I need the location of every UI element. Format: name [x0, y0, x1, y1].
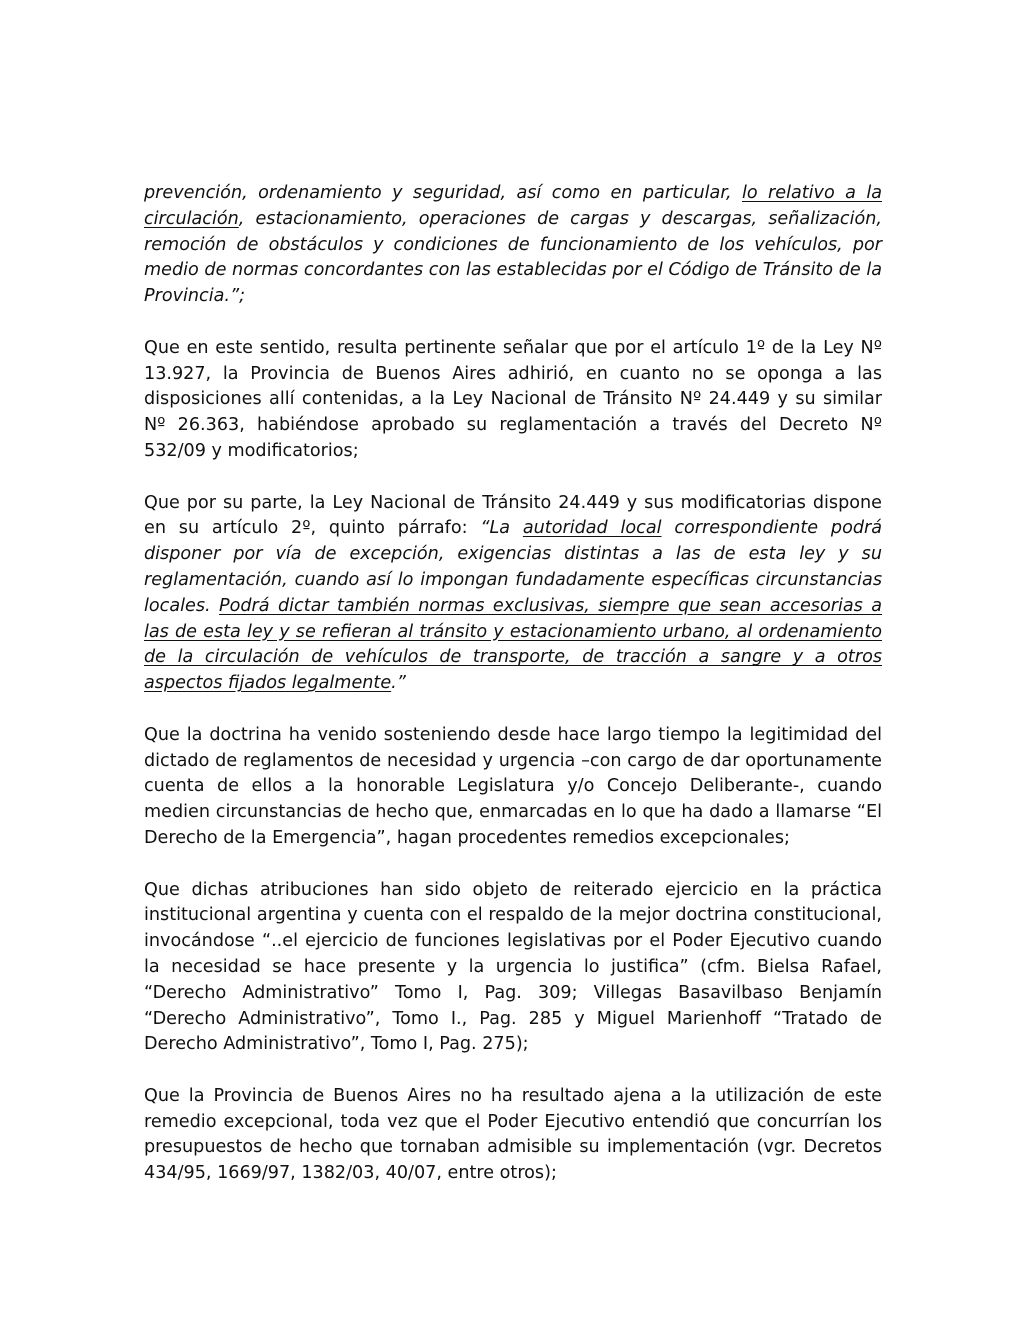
document-body — [144, 181, 882, 1187]
paragraph — [144, 491, 882, 697]
underlined-text: Podrá dictar también normas exclusivas, siempre que sean accesorias a las de esta ley y se refieran al tránsito y estacionamiento urbano, al ordenamiento de la circulación de vehículos de transporte, de tracción a sangre y a otros aspectos fijados legalmente — [144, 595, 882, 694]
quoted-text: , estacionamiento, operaciones de cargas y descargas, señalización, remoción de obstáculos y condiciones de funcionamiento de los vehículos, por medio de normas concordantes con las establecidas por el Código de Tránsito de la Provincia.”; — [144, 208, 882, 307]
quoted-text: .” — [391, 673, 406, 694]
text-segment: Que la Provincia de Buenos Aires no ha resultado ajena a la utilización de este remedio excepcional, toda vez que el Poder Ejecutivo entendió que concurrían los presupuestos de hecho que tornaban admisible su implementación (vgr. Decretos 434/95, 1669/97, 1382/03, 40/07, entre otros); — [144, 1085, 882, 1184]
paragraph — [144, 1084, 882, 1187]
paragraph — [144, 878, 882, 1059]
text-segment: Que en este sentido, resulta pertinente señalar que por el artículo 1º de la Ley Nº 13.927, la Provincia de Buenos Aires adhirió, en cuanto no se oponga a las disposiciones allí contenidas, a la Ley Nacional de Tránsito Nº 24.449 y su similar Nº 26.363, habiéndose aprobado su reglamentación a través del Decreto Nº 532/09 y modificatorios; — [144, 337, 882, 461]
quoted-text: “La — [480, 518, 523, 539]
quoted-text: prevención, ordenamiento y seguridad, así como en particular, — [144, 183, 742, 203]
paragraph — [144, 723, 882, 852]
paragraph — [144, 336, 882, 465]
text-segment: Que por su parte, la Ley Nacional de Tránsito 24.449 y sus modificatorias dispone en su artículo 2º, quinto párrafo: — [144, 492, 882, 539]
paragraph — [144, 181, 882, 310]
text-segment: Que dichas atribuciones han sido objeto de reiterado ejercicio en la práctica institucional argentina y cuenta con el respaldo de la mejor doctrina constitucional, invocándose “..el ejercicio de funciones legislativas por el Poder Ejecutivo cuando la necesidad se hace presente y la urgencia lo justifica” (cfm. Bielsa Rafael, “Derecho Administrativo” Tomo I, Pag. 309; Villegas Basavilbaso Benjamín “Derecho Administrativo”, Tomo I., Pag. 285 y Miguel Marienhoff “Tratado de Derecho Administrativo”, Tomo I, Pag. 275); — [144, 879, 882, 1055]
text-segment: Que la doctrina ha venido sosteniendo desde hace largo tiempo la legitimidad del dictado de reglamentos de necesidad y urgencia –con cargo de dar oportunamente cuenta de ellos a la honorable Legislatura y/o Concejo Deliberante-, cuando medien circunstancias de hecho que, enmarcadas en lo que ha dado a llamarse “El Derecho de la Emergencia”, hagan procedentes remedios excepcionales; — [144, 724, 882, 848]
quoted-text: correspondiente podrá disponer por vía de excepción, exigencias distintas a las de esta ley y su reglamentación, cuando así lo impongan fundadamente específicas circunstancias locales. — [144, 518, 883, 616]
underlined-text: lo relativo a la circulación — [144, 183, 882, 229]
underlined-text: autoridad local — [522, 518, 662, 539]
